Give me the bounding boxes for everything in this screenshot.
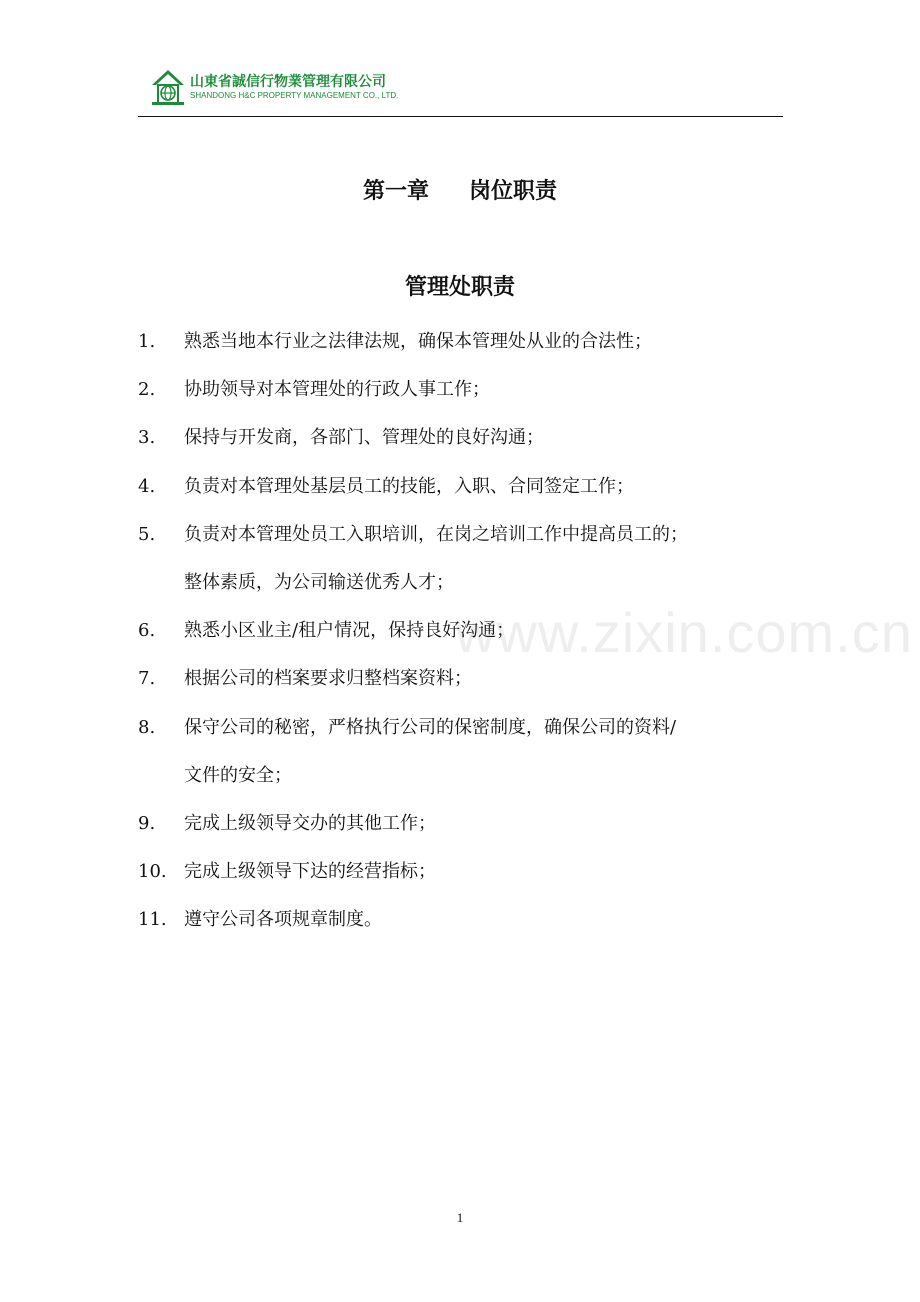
header-divider	[138, 116, 783, 117]
duty-number: 6.	[138, 620, 156, 642]
duty-text-continuation: 文件的安全；	[184, 764, 292, 786]
duty-number: 5.	[138, 523, 156, 545]
duty-text: 完成上级领导交办的其他工作；	[184, 813, 436, 835]
duty-item	[138, 318, 798, 366]
duty-text: 协助领导对本管理处的行政人事工作；	[184, 379, 490, 401]
duty-number: 7.	[138, 668, 156, 690]
duty-text: 熟悉当地本行业之法律法规，确保本管理处从业的合法性；	[184, 331, 652, 352]
chapter-label: 第一章	[362, 179, 429, 204]
chapter-title-text: 岗位职责	[469, 179, 558, 204]
duty-text-continuation: 整体素质，为公司输送优秀人才；	[184, 572, 454, 594]
duty-number: 11.	[138, 909, 167, 931]
house-globe-logo-icon	[150, 68, 186, 106]
duty-item	[138, 414, 798, 462]
duty-text: 负责对本管理处基层员工的技能，入职、合同签定工作；	[184, 475, 634, 497]
duty-number: 9.	[138, 813, 156, 835]
duty-item	[138, 366, 798, 414]
watermark: www.zixin.com.cn	[455, 601, 913, 664]
duty-text: 遵守公司各项规章制度。	[184, 909, 382, 931]
duty-number: 8.	[138, 716, 156, 738]
duty-item	[138, 511, 798, 607]
duty-text: 根据公司的档案要求归整档案资料；	[184, 668, 472, 690]
duty-text: 熟悉小区业主/租户情况，保持良好沟通；	[184, 620, 515, 642]
company-name-cn: 山東省誠信行物業管理有限公司	[190, 74, 386, 90]
duty-item	[138, 704, 798, 800]
duty-number: 1.	[138, 331, 156, 352]
chapter-title	[0, 174, 920, 205]
duty-text: 保持与开发商，各部门、管理处的良好沟通；	[184, 427, 544, 449]
duty-number: 3.	[138, 427, 156, 449]
duty-item	[138, 896, 798, 944]
company-name-en: SHANDONG H&C PROPERTY MANAGEMENT CO., LTD.	[190, 91, 399, 100]
document-header	[150, 68, 790, 108]
duty-number: 2.	[138, 379, 156, 401]
duty-number: 10.	[138, 861, 167, 883]
duty-item	[138, 848, 798, 896]
duty-text: 保守公司的秘密，严格执行公司的保密制度，确保公司的资料/	[184, 716, 677, 738]
duty-number: 4.	[138, 475, 156, 497]
duty-text: 完成上级领导下达的经营指标；	[184, 861, 436, 883]
duty-text: 负责对本管理处员工入职培训，在岗之培训工作中提高员工的；	[184, 523, 688, 545]
duty-item	[138, 800, 798, 848]
page-number: 1	[456, 1210, 464, 1225]
section-title: 管理处职责	[404, 275, 515, 300]
duty-item	[138, 463, 798, 511]
